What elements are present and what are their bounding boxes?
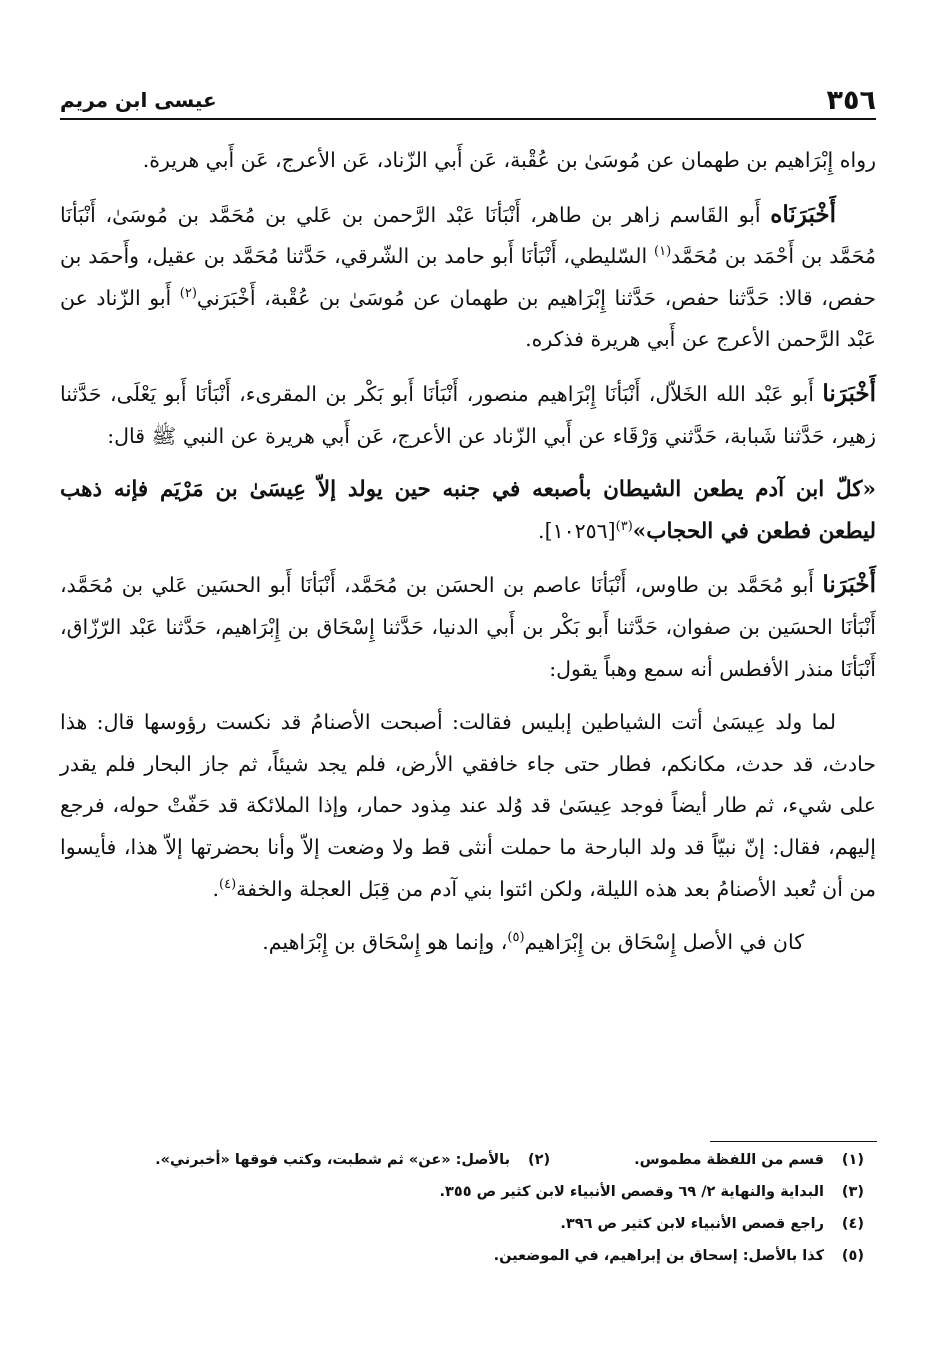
paragraph-text-end: . [212,876,220,901]
paragraph-1 [60,140,876,182]
paragraph-text: أَبو عَبْد الله الخَلاّل، أَنْبَأنَا إِبْرَاهيم منصور، أَنْبَأنَا أَبو بَكْر بن المقرىء، أَنْبَأنَا أَبو يَعْلَى، حَدَّثنا زهير، حَدَّثنا شَبابة، حَدَّثني وَرْقَاء عن أَبي الزّناد عن الأعرج، عَن أَبي هريرة عن النبي ﷺ قال: [60,381,876,448]
footnote-5 [494,1240,864,1272]
footnote-4 [560,1208,864,1240]
footnote-text: بالأصل: «عن» ثم شطبت، وكتب فوقها «أخبرني». [155,1152,511,1168]
footnote-row [60,1240,864,1272]
page-number: ٣٥٦ [826,84,876,116]
footnote-2 [155,1144,550,1176]
paragraph-text-end: أَبو الزّناد عن عَبْد الرَّحمن الأعرج عن أَبي هريرة فذكره. [60,285,876,352]
footnote-row [60,1176,864,1208]
footnote-number: (١) [841,1152,864,1168]
paragraph-text: كان في الأصل إِسْحَاق بن إِبْرَاهيم [524,930,804,955]
footnote-ref-2[interactable]: (٢) [179,285,197,301]
hadith-text: «كلّ ابن آدم يطعن الشيطان بأصبعه في جنبه حين يولد إلاّ عِيسَىٰ بن مَرْيَم فإنه ذهب ليطعن فطعن في الحجاب» [60,477,876,544]
footnote-divider [710,1141,877,1142]
footnote-ref-3[interactable]: (٣) [615,518,633,534]
footnote-number: (٢) [527,1152,551,1168]
footnote-ref-4[interactable]: (٤) [219,876,237,892]
paragraph-text: لما ولد عِيسَىٰ أتت الشياطين إبليس فقالت: أصبحت الأصنامُ قد نكست رؤوسها قال: هذا حادث، قد حدث، مكانكم، فطار حتى جاء خافقي الأرض، فلم يجد شيئاً، ثم جاز البحار فلم يقدر على شيء، ثم طار أيضاً فوجد عِيسَىٰ قد وُلد عند مِذود حمار، وإذا الملائكة قد حَفّتْ حوله، فرجع إليهم، فقال: إنّ نبيّاً قد ولد البارحة ما حملت أنثى قط ولا وضعت إلاّ وأنا بحضرتها إلاّ هذا، فأيسوا من أن تُعبد الأصنامُ بعد هذه الليلة، ولكن ائتوا بني آدم من قِبَل العجلة والخفة [60,710,876,901]
footnote-3 [440,1176,864,1208]
footnote-number: (٤) [841,1216,864,1232]
paragraph-text-end: ، وإنما هو إِسْحَاق بن إِبْرَاهيم. [262,930,508,955]
paragraph-text-cont: السّليطي، أَنْبَأنَا أَبو حامد بن الشّرقي، حَدَّثنا مُحَمَّد بن عقيل، وأَحمَد بن حفص، قالا: حَدَّثنا حفص، حَدَّثنا إِبْرَاهيم بن طهمان عن مُوسَىٰ بن عُقْبة، أَخْبَرَني [60,244,876,310]
paragraph-text: رواه إِبْرَاهيم بن طهمان عن مُوسَىٰ بن عُقْبة، عَن أَبي الزّناد، عَن الأعرج، عَن أَبي هريرة. [142,148,876,172]
running-title: عيسى ابن مريم [60,88,217,112]
paragraph-6 [60,702,876,910]
paragraph-lead: أَخْبَرَنا [822,571,876,599]
footnote-text: راجع قصص الأنبياء لابن كثير ص ٣٩٦. [560,1216,824,1232]
footnote-number: (٥) [841,1248,864,1264]
paragraph-5 [60,564,876,690]
paragraph-lead: أَخْبَرَنَاه [770,200,836,228]
paragraph-text: أَبو القَاسم زاهر بن طاهر، أَنْبَأنَا عَبْد الرَّحمن بن عَلي بن مُحَمَّد بن مُوسَىٰ، أَنْبَأنَا مُحَمَّد بن أَحْمَد بن مُحَمَّد [60,202,876,269]
page-header [60,82,876,120]
footnote-row [60,1208,864,1240]
footnote-ref-1[interactable]: (١) [654,244,672,260]
footnote-1 [634,1144,864,1176]
footnote-text: قسم من اللفظة مطموس. [634,1152,824,1168]
hadith-number: [١٠٢٥٦]. [538,518,616,543]
paragraph-2 [60,194,876,361]
footnote-row [60,1144,864,1176]
hadith-paragraph [60,469,876,552]
paragraph-lead: أَخْبَرَنا [822,379,876,407]
paragraph-text: أَبو مُحَمَّد بن طاوس، أَنْبَأنَا عاصم بن الحسَن بن مُحَمَّد، أَنْبَأنَا أَبو الحسَين عَلي بن مُحَمَّد، أَنْبَأنَا الحسَين بن صفوان، حَدَّثنا أَبو بَكْر بن أَبي الدنيا، حَدَّثنا إِسْحَاق بن إِبْرَاهيم، حَدَّثنا عَبْد الرّزّاق، أَنْبَأنَا منذر الأفطس أنه سمع وهباً يقول: [60,573,876,681]
main-text [60,140,876,964]
footnote-ref-5[interactable]: (٥) [507,930,525,946]
footnote-number: (٣) [841,1184,864,1200]
paragraph-7 [60,922,876,964]
footnotes [60,1144,864,1272]
paragraph-3 [60,373,876,457]
footnote-text: كذا بالأصل: إسحاق بن إبراهيم، في الموضعين. [493,1248,824,1264]
footnote-text: البداية والنهاية ٢/ ٦٩ وقصص الأنبياء لابن كثير ص ٣٥٥. [439,1184,824,1200]
